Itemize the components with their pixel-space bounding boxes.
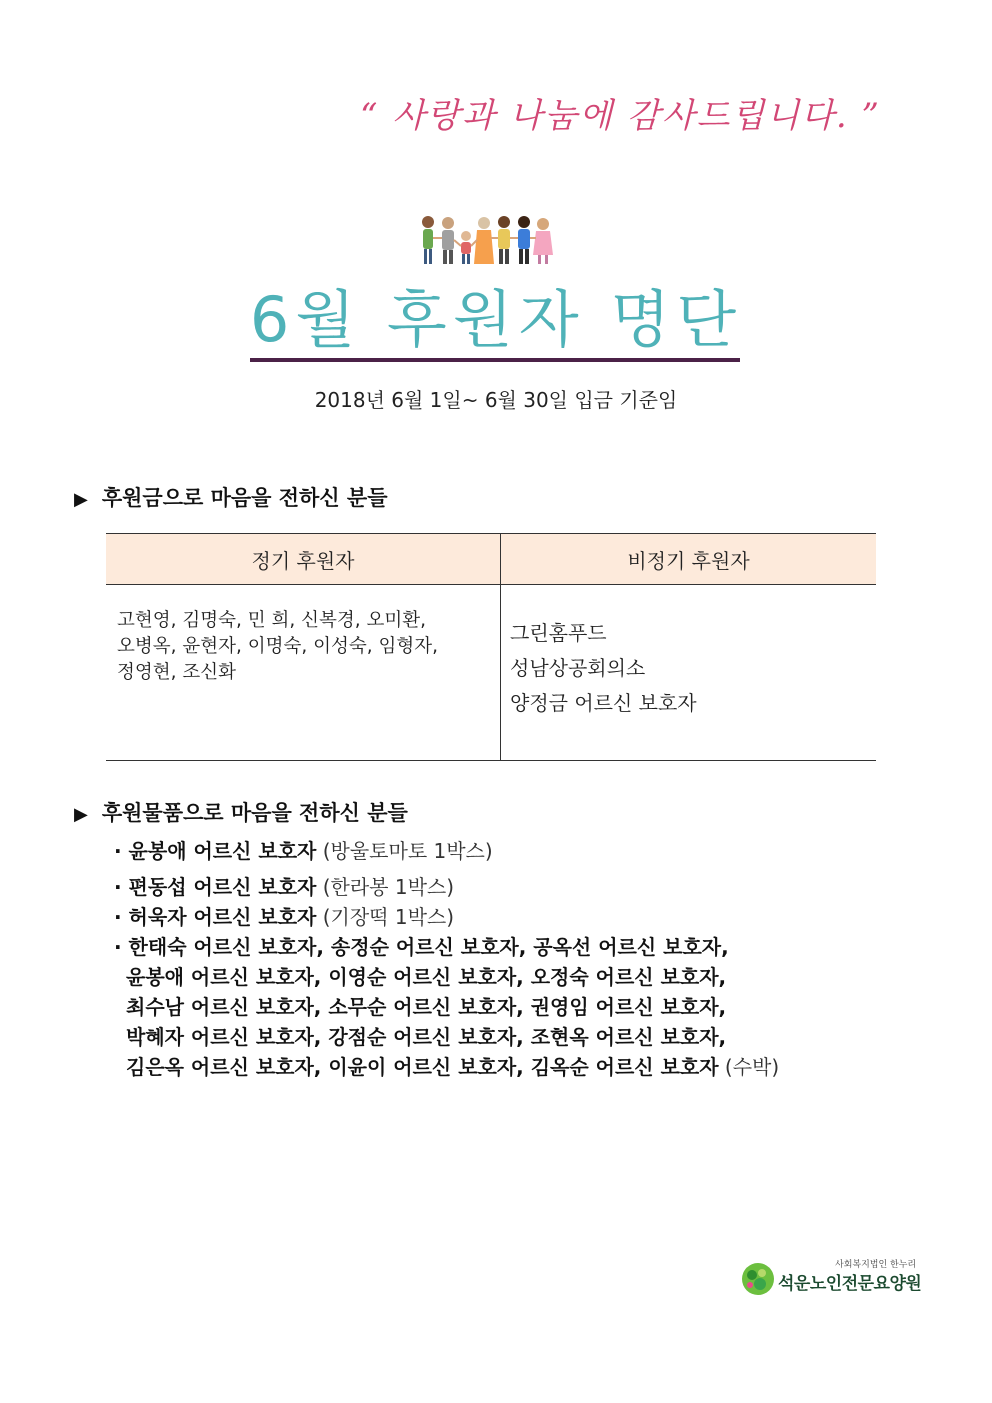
- donor-name: · 윤봉애 어르신 보호자: [114, 839, 317, 863]
- section-heading-text: 후원물품으로 마음을 전하신 분들: [101, 801, 408, 825]
- thanks-quote: “ 사랑과 나눔에 감사드립니다. ”: [360, 96, 881, 136]
- donated-item: (한라봉 1박스): [322, 875, 455, 899]
- donor-table: [106, 533, 876, 761]
- donor-names-line: 김은옥 어르신 보호자, 이윤이 어르신 보호자, 김옥순 어르신 보호자: [126, 1055, 719, 1079]
- goods-donor-list: [114, 836, 894, 1082]
- black-right-triangle-icon: ▶: [74, 489, 88, 510]
- list-item: [114, 992, 894, 1022]
- donated-item: (기장떡 1박스): [322, 905, 455, 929]
- list-item: [114, 872, 894, 902]
- header-irregular: 비정기 후원자: [501, 534, 877, 585]
- list-item: [114, 1022, 894, 1052]
- list-item: [114, 962, 894, 992]
- org-name: 석운노인전문요양원: [778, 1274, 922, 1294]
- list-item: [114, 1052, 894, 1082]
- header-regular: 정기 후원자: [106, 534, 501, 585]
- org-logo: [740, 1255, 920, 1299]
- org-emblem-icon: [740, 1261, 776, 1297]
- regular-donors-list: [107, 586, 499, 686]
- list-item: 오병옥, 윤현자, 이명숙, 이성숙, 임형자,: [117, 636, 438, 657]
- section-heading-donations: [74, 482, 388, 512]
- table-row: [106, 585, 876, 761]
- regular-donors-cell: [106, 585, 501, 761]
- list-item: [114, 902, 894, 932]
- donated-item: (수박): [724, 1055, 780, 1079]
- list-item: 정영현, 조신화: [117, 662, 236, 683]
- donor-names-line: 최수남 어르신 보호자, 소무순 어르신 보호자, 권영임 어르신 보호자,: [126, 995, 727, 1019]
- period-note: 2018년 6월 1일~ 6월 30일 입금 기준임: [314, 388, 678, 412]
- title-underline: [250, 358, 740, 362]
- list-item: 고현영, 김명숙, 민 희, 신복경, 오미환,: [117, 610, 427, 631]
- donated-item: (방울토마토 1박스): [322, 839, 493, 863]
- table-header-row: [106, 534, 876, 585]
- black-right-triangle-icon: ▶: [74, 804, 88, 825]
- org-foundation: 사회복지법인 한누리: [835, 1260, 917, 1270]
- irregular-donors-list: [502, 586, 875, 721]
- family-people-icon: [418, 212, 558, 268]
- list-item: 양정금 어르신 보호자: [510, 691, 697, 715]
- list-item: [114, 836, 894, 866]
- section-heading-goods: [74, 797, 408, 827]
- irregular-donors-cell: [501, 585, 877, 761]
- donor-names-line: 윤봉애 어르신 보호자, 이영순 어르신 보호자, 오정숙 어르신 보호자,: [126, 965, 727, 989]
- page-title: 6월 후원자 명단: [249, 283, 743, 356]
- list-item: 그린홈푸드: [510, 621, 607, 645]
- donor-name: · 허욱자 어르신 보호자: [114, 905, 317, 929]
- donor-names-line: · 한태숙 어르신 보호자, 송정순 어르신 보호자, 공옥선 어르신 보호자,: [114, 935, 729, 959]
- section-heading-text: 후원금으로 마음을 전하신 분들: [101, 486, 388, 510]
- list-item: 성남상공회의소: [510, 656, 646, 680]
- donor-names-line: 박혜자 어르신 보호자, 강점순 어르신 보호자, 조현옥 어르신 보호자,: [126, 1025, 727, 1049]
- list-item: [114, 932, 894, 962]
- donor-name: · 편동섭 어르신 보호자: [114, 875, 317, 899]
